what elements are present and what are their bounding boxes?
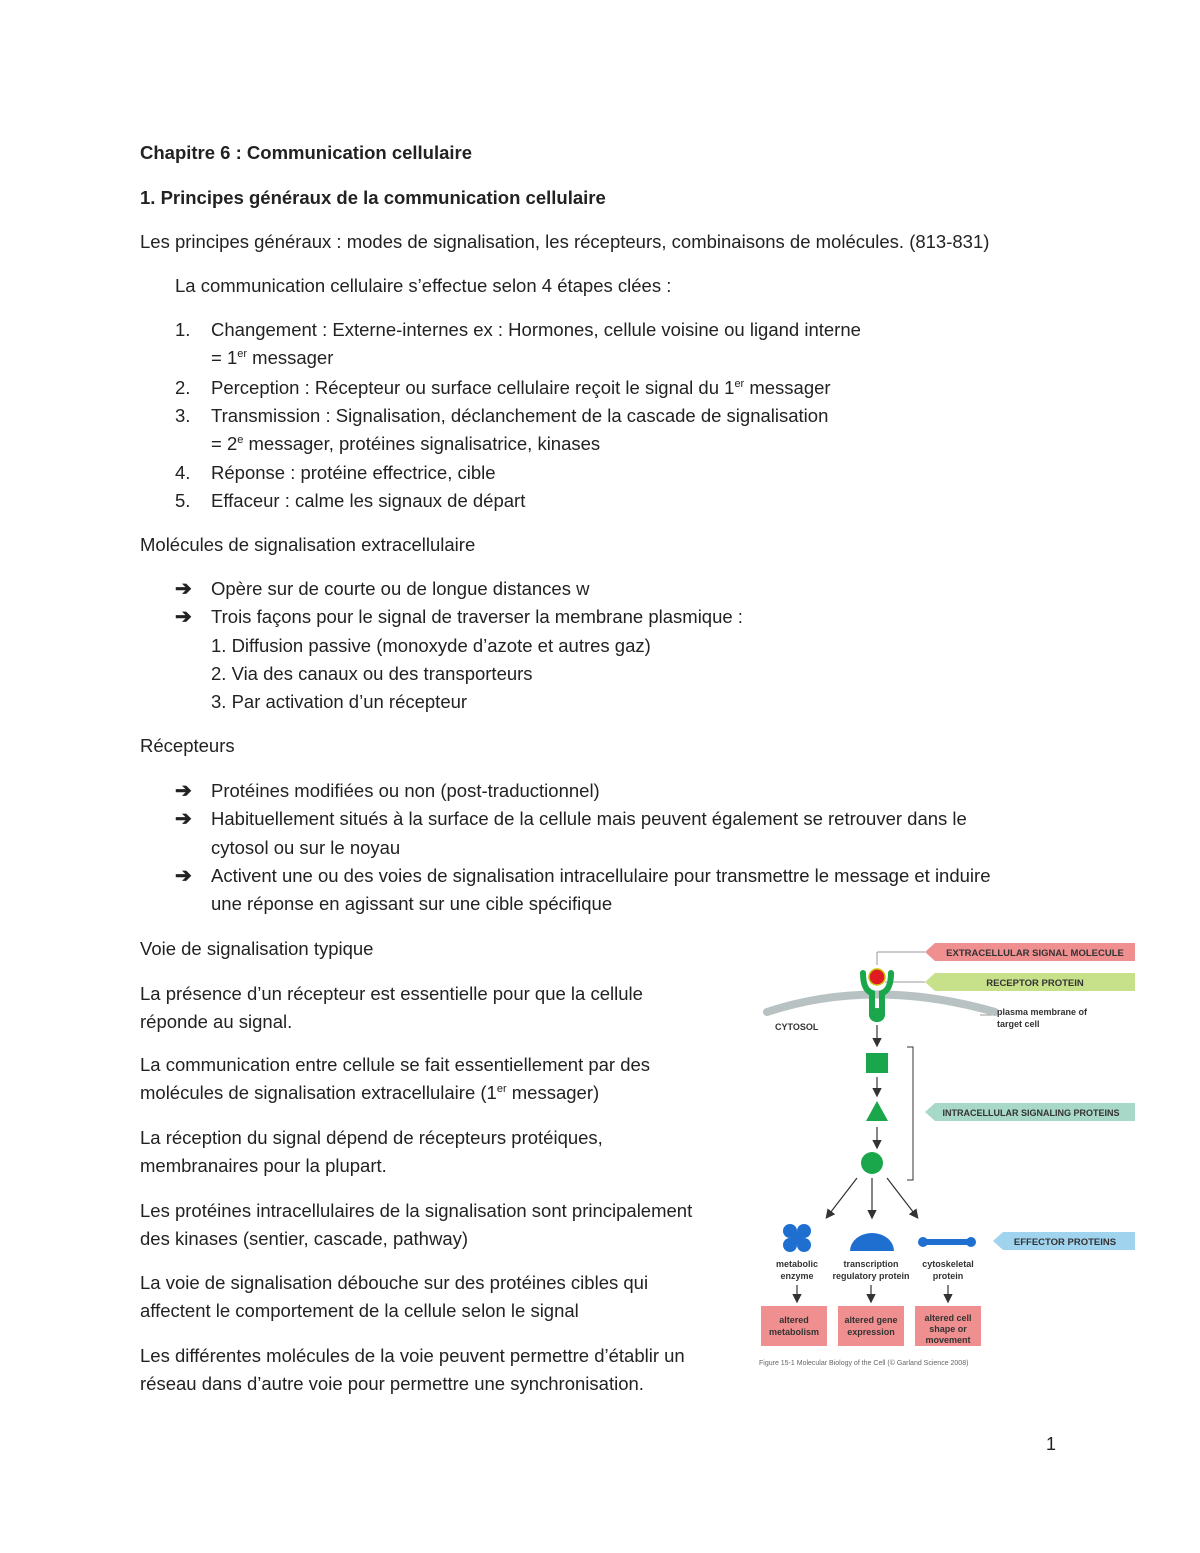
paragraph-line: La réception du signal dépend de récepteurs protéiques, bbox=[140, 1127, 603, 1148]
list-text: = 1er messager bbox=[211, 347, 334, 368]
paragraph-line: Les protéines intracellulaires de la signalisation sont principalement bbox=[140, 1200, 693, 1221]
svg-text:cytoskeletal: cytoskeletal bbox=[922, 1259, 974, 1269]
paragraph-line: La voie de signalisation débouche sur des protéines cibles qui bbox=[140, 1272, 649, 1293]
bullet-text: Trois façons pour le signal de traverser la membrane plasmique : bbox=[211, 606, 743, 627]
metabolic-enzyme-shape bbox=[783, 1224, 811, 1252]
paragraph-line: des kinases (sentier, cascade, pathway) bbox=[140, 1228, 469, 1249]
molecules-heading: Molécules de signalisation extracellulaire bbox=[140, 534, 476, 555]
paragraph-line: affectent le comportement de la cellule selon le signal bbox=[140, 1300, 579, 1321]
list-number: 3. bbox=[175, 405, 191, 426]
section-heading: 1. Principes généraux de la communication cellulaire bbox=[140, 187, 606, 208]
svg-text:metabolism: metabolism bbox=[768, 1327, 820, 1337]
arrow-right-icon: ➔ bbox=[175, 578, 192, 600]
signaling-protein-triangle bbox=[866, 1101, 888, 1121]
svg-text:EFFECTOR PROTEINS: EFFECTOR PROTEINS bbox=[1013, 1237, 1117, 1248]
altered-cell-shape-box bbox=[915, 1306, 981, 1346]
svg-text:target cell: target cell bbox=[997, 1019, 1040, 1029]
list-number: 2. bbox=[175, 377, 191, 398]
steps-intro: La communication cellulaire s’effectue selon 4 étapes clées : bbox=[175, 275, 672, 296]
receptors-heading: Récepteurs bbox=[140, 735, 235, 756]
svg-text:plasma membrane of: plasma membrane of bbox=[997, 1007, 1088, 1017]
paragraph-line: réseau dans d’autre voie pour permettre une synchronisation. bbox=[140, 1373, 644, 1394]
svg-text:transcription: transcription bbox=[843, 1259, 899, 1269]
arrow-right-icon: ➔ bbox=[175, 606, 192, 628]
signal-molecule bbox=[869, 969, 885, 985]
bullet-text: Activent une ou des voies de signalisation intracellulaire pour transmettre le message et induire bbox=[211, 865, 991, 886]
arrow-right-icon: ➔ bbox=[175, 808, 192, 830]
arrow-right-icon: ➔ bbox=[175, 865, 192, 887]
svg-text:CYTOSOL: CYTOSOL bbox=[775, 1022, 819, 1032]
svg-text:shape or: shape or bbox=[929, 1324, 967, 1334]
list-text: Transmission : Signalisation, déclanchement de la cascade de signalisation bbox=[211, 405, 829, 426]
bullet-text: Protéines modifiées ou non (post-traductionnel) bbox=[211, 780, 600, 801]
paragraph-line: membranaires pour la plupart. bbox=[140, 1155, 387, 1176]
paragraph-line: Les différentes molécules de la voie peuvent permettre d’établir un bbox=[140, 1345, 685, 1366]
list-text: Effaceur : calme les signaux de départ bbox=[211, 490, 526, 511]
list-text: Réponse : protéine effectrice, cible bbox=[211, 462, 496, 483]
bullet-text: Habituellement situés à la surface de la cellule mais peuvent également se retrouver dans le bbox=[211, 808, 967, 829]
svg-text:expression: expression bbox=[847, 1327, 895, 1337]
svg-text:protein: protein bbox=[932, 1271, 964, 1281]
signaling-protein-circle bbox=[861, 1152, 883, 1174]
paragraph-line: molécules de signalisation extracellulaire (1er messager) bbox=[140, 1082, 600, 1103]
transcription-protein-shape bbox=[850, 1233, 894, 1251]
svg-text:altered: altered bbox=[779, 1315, 809, 1325]
pathway-heading: Voie de signalisation typique bbox=[140, 938, 374, 959]
list-text: = $2^e$ messager, protéines signalisatrice, kinases bbox=[211, 433, 601, 454]
intro-paragraph: Les principes généraux : modes de signalisation, les récepteurs, combinaisons de molécules. (813-831) bbox=[140, 231, 990, 252]
figure-caption: Figure 15-1 Molecular Biology of the Cell (© Garland Science 2008) bbox=[759, 1360, 969, 1367]
altered-metabolism-box bbox=[761, 1306, 827, 1346]
cytoskeletal-protein-shape bbox=[918, 1237, 976, 1247]
paragraph-line: réponde au signal. bbox=[140, 1011, 293, 1032]
svg-text:movement: movement bbox=[925, 1335, 971, 1345]
list-number: 5. bbox=[175, 490, 191, 511]
extracellular-signal-label bbox=[925, 943, 1135, 961]
signaling-pathway-figure bbox=[755, 935, 1140, 1375]
altered-gene-expression-box bbox=[838, 1306, 904, 1346]
sub-item: 2. Via des canaux ou des transporteurs bbox=[211, 663, 533, 684]
page-title: Chapitre 6 : Communication cellulaire bbox=[140, 142, 473, 163]
receptor-protein-label bbox=[925, 973, 1135, 991]
svg-text:altered cell: altered cell bbox=[924, 1313, 972, 1323]
svg-text:enzyme: enzyme bbox=[780, 1271, 814, 1281]
list-text: Changement : Externe-internes ex : Hormones, cellule voisine ou ligand interne bbox=[211, 319, 861, 340]
svg-text:EXTRACELLULAR SIGNAL MOLECULE: EXTRACELLULAR SIGNAL MOLECULE bbox=[946, 948, 1124, 959]
list-number: 1. bbox=[175, 319, 191, 340]
page-number: 1 bbox=[1046, 1434, 1057, 1454]
svg-text:metabolic: metabolic bbox=[775, 1259, 819, 1269]
effector-label bbox=[993, 1232, 1135, 1250]
paragraph-line: La communication entre cellule se fait essentiellement par des bbox=[140, 1054, 651, 1075]
bullet-text: une réponse en agissant sur une cible spécifique bbox=[211, 893, 613, 914]
paragraph-line: La présence d’un récepteur est essentielle pour que la cellule bbox=[140, 983, 643, 1004]
list-number: 4. bbox=[175, 462, 191, 483]
signaling-protein-square bbox=[866, 1053, 888, 1073]
intracellular-label bbox=[925, 1103, 1135, 1121]
list-text: Perception : Récepteur ou surface cellulaire reçoit le signal du 1er messager bbox=[211, 377, 831, 398]
svg-text:RECEPTOR PROTEIN: RECEPTOR PROTEIN bbox=[986, 978, 1084, 989]
sub-item: 3. Par activation d’un récepteur bbox=[211, 691, 468, 712]
svg-text:INTRACELLULAR SIGNALING PROTEI: INTRACELLULAR SIGNALING PROTEINS bbox=[942, 1108, 1120, 1118]
bullet-text: Opère sur de courte ou de longue distances w bbox=[211, 578, 590, 599]
arrow-right-icon: ➔ bbox=[175, 780, 192, 802]
svg-text:regulatory protein: regulatory protein bbox=[832, 1271, 910, 1281]
svg-text:altered gene: altered gene bbox=[844, 1315, 898, 1325]
bullet-text: cytosol ou sur le noyau bbox=[211, 837, 401, 858]
sub-item: 1. Diffusion passive (monoxyde d’azote et autres gaz) bbox=[211, 635, 651, 656]
